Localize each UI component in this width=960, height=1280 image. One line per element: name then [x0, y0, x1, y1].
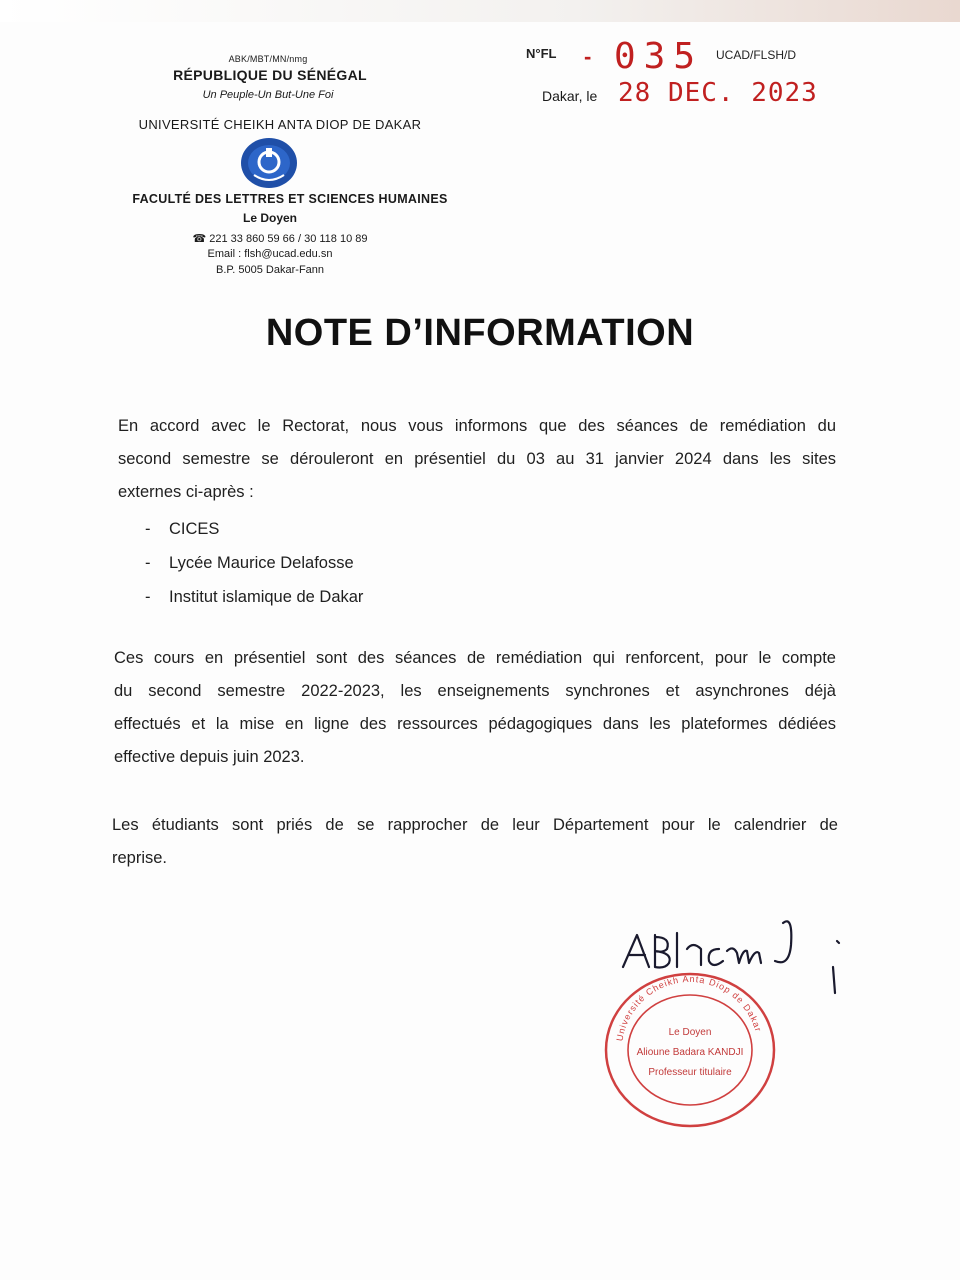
list-item: - CICES	[145, 512, 363, 546]
seal-line-3: Professeur titulaire	[648, 1067, 732, 1078]
dean-seal-icon	[595, 965, 785, 1135]
reference-suffix: UCAD/FLSH/D	[716, 48, 797, 62]
date-stamp: 28 DEC. 2023	[618, 78, 818, 108]
header-motto: Un Peuple-Un But-Une Foi	[202, 89, 334, 101]
header-ref-initials: ABK/MBT/MN/nmg	[228, 54, 308, 64]
date-label: Dakar, le	[542, 88, 598, 104]
site-name: Institut islamique de Dakar	[169, 588, 364, 606]
seal-ring-text: Université Cheikh Anta Diop de Dakar	[614, 973, 764, 1042]
paragraph-intro	[118, 410, 836, 509]
paragraph-line: Ces cours en présentiel sont des séances de remédiation qui renforcent, pour le compte	[114, 649, 836, 667]
paragraph-line: effectués et la mise en ligne des ressources pédagogiques dans les plateformes dédiées	[114, 715, 836, 733]
header-email: Email : flsh@ucad.edu.sn	[207, 248, 333, 260]
header-phone	[150, 232, 410, 245]
paragraph-line: Les étudiants sont priés de se rapprocher de leur Département pour le calendrier de	[112, 816, 838, 834]
paragraph-line: effective depuis juin 2023.	[114, 748, 305, 766]
paragraph-line: du second semestre 2022-2023, les enseignements synchrones et asynchrones déjà	[114, 682, 836, 700]
list-item: - Lycée Maurice Delafosse	[145, 546, 363, 580]
site-name: Lycée Maurice Delafosse	[169, 554, 354, 572]
reference-dash: -	[584, 44, 592, 69]
header-po-box: B.P. 5005 Dakar-Fann	[215, 264, 325, 276]
header-university: UNIVERSITÉ CHEIKH ANTA DIOP DE DAKAR	[138, 117, 422, 132]
phone-icon: ☎	[192, 233, 210, 245]
list-item: - Institut islamique de Dakar	[145, 580, 363, 614]
reference-prefix: N°FL	[526, 46, 557, 61]
site-name: CICES	[169, 520, 220, 538]
paragraph-line: En accord avec le Rectorat, nous vous informons que des séances de remédiation du	[118, 417, 836, 435]
seal-line-1: Le Doyen	[668, 1027, 712, 1038]
paragraph-line: second semestre se dérouleront en présentiel du 03 au 31 janvier 2024 dans les sites	[118, 450, 836, 468]
paragraph-instructions	[112, 809, 838, 875]
page-title: NOTE D’INFORMATION	[265, 312, 695, 354]
reference-number: 035	[614, 36, 704, 77]
header-phone-text: 221 33 860 59 66 / 30 118 10 89	[209, 233, 368, 245]
paragraph-line: reprise.	[112, 849, 168, 867]
header-country: RÉPUBLIQUE DU SÉNÉGAL	[173, 67, 367, 83]
header-dean: Le Doyen	[242, 211, 297, 225]
sites-list	[145, 512, 363, 614]
paragraph-line: externes ci-après :	[118, 483, 254, 501]
university-logo-icon	[240, 137, 298, 189]
header-faculty: FACULTÉ DES LETTRES ET SCIENCES HUMAINES	[132, 192, 448, 206]
paragraph-context	[114, 642, 836, 774]
photo-edge	[0, 0, 960, 22]
seal-line-2: Alioune Badara KANDJI	[636, 1047, 744, 1058]
